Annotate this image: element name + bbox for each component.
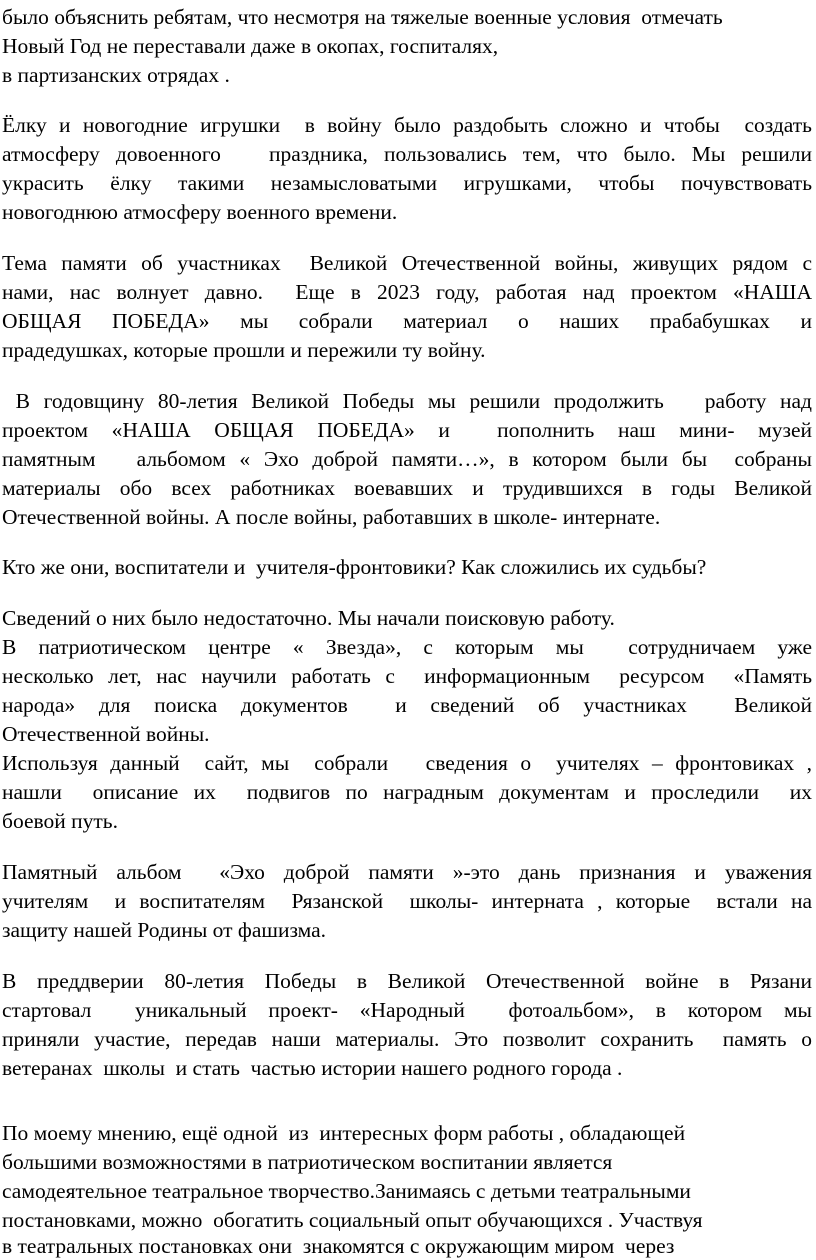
- p9-line-3: самодеятельное театральное творчество.Занимаясь с детьми театральными: [2, 1179, 691, 1203]
- p9-line-5: в театральных постановках они знакомятся с окружающим миром через: [2, 1234, 675, 1258]
- p9-line-1: По моему мнению, ещё одной из интересных форм работы , обладающей: [2, 1121, 686, 1145]
- p6-line-6: Используя данный сайт, мы собрали сведения о учителях – фронтовиках ,: [2, 751, 812, 775]
- p2-line-2: атмосферу довоенного праздника, пользовались тем, что было. Мы решили: [2, 142, 812, 166]
- p8-line-1: В преддверии 80-летия Победы в Великой Отечественной войне в Рязани: [2, 969, 812, 993]
- p6-line-7: нашли описание их подвигов по наградным документам и проследили их: [2, 780, 812, 804]
- p8-line-2: стартовал уникальный проект- «Народный фотоальбом», в котором мы: [2, 998, 812, 1022]
- p7-line-3: защиту нашей Родины от фашизма.: [2, 918, 327, 942]
- p2-line-4: новогоднюю атмосферу военного времени.: [2, 200, 398, 224]
- p1-line-1: было объяснить ребятам, что несмотря на тяжелые военные условия отмечать: [2, 5, 723, 29]
- p4-line-2: проектом «НАША ОБЩАЯ ПОБЕДА» и пополнить наш мини- музей: [2, 418, 812, 442]
- p2-line-3: украсить ёлку такими незамысловатыми игрушками, чтобы почувствовать: [2, 171, 812, 195]
- p9-line-4: постановками, можно обогатить социальный опыт обучающихся . Участвуя: [2, 1208, 703, 1232]
- p4-line-1: В годовщину 80-летия Великой Победы мы решили продолжить работу над: [2, 389, 812, 413]
- p4-line-4: материалы обо всех работниках воевавших и трудившихся в годы Великой: [2, 476, 812, 500]
- p9-line-2: большими возможностями в патриотическом воспитании является: [2, 1150, 613, 1174]
- p3-line-1: Тема памяти об участниках Великой Отечественной войны, живущих рядом с: [2, 251, 812, 275]
- p6-line-5: Отечественной войны.: [2, 722, 210, 746]
- p3-line-4: прадедушках, которые прошли и пережили ту войну.: [2, 338, 486, 362]
- p1-line-2: Новый Год не переставали даже в окопах, госпиталях,: [2, 34, 499, 58]
- p7-line-2: учителям и воспитателям Рязанской школы- интерната , которые встали на: [2, 889, 812, 913]
- p4-line-3: памятным альбомом « Эхо доброй памяти…», в котором были бы собраны: [2, 447, 812, 471]
- p6-line-2: В патриотическом центре « Звезда», с которым мы сотрудничаем уже: [2, 635, 812, 659]
- p3-line-2: нами, нас волнует давно. Еще в 2023 году, работая над проектом «НАША: [2, 280, 812, 304]
- p8-line-3: приняли участие, передав наши материалы. Это позволит сохранить память о: [2, 1027, 812, 1051]
- p6-line-1: Сведений о них было недостаточно. Мы начали поисковую работу.: [2, 606, 615, 630]
- p2-line-1: Ёлку и новогодние игрушки в войну было раздобыть сложно и чтобы создать: [2, 113, 812, 137]
- p3-line-3: ОБЩАЯ ПОБЕДА» мы собрали материал о наших прабабушках и: [2, 309, 812, 333]
- p8-line-4: ветеранах школы и стать частью истории нашего родного города .: [2, 1056, 623, 1080]
- p6-line-4: народа» для поиска документов и сведений об участниках Великой: [2, 693, 812, 717]
- p1-line-3: в партизанских отрядах .: [2, 63, 230, 87]
- p6-line-3: несколько лет, нас научили работать с информационным ресурсом «Память: [2, 664, 812, 688]
- p7-line-1: Памятный альбом «Эхо доброй памяти »-это дань признания и уважения: [2, 860, 812, 884]
- p4-line-5: Отечественной войны. А после войны, работавших в школе- интернате.: [2, 505, 661, 529]
- p5-line-1: Кто же они, воспитатели и учителя-фронтовики? Как сложились их судьбы?: [2, 555, 707, 579]
- p6-line-8: боевой путь.: [2, 809, 118, 833]
